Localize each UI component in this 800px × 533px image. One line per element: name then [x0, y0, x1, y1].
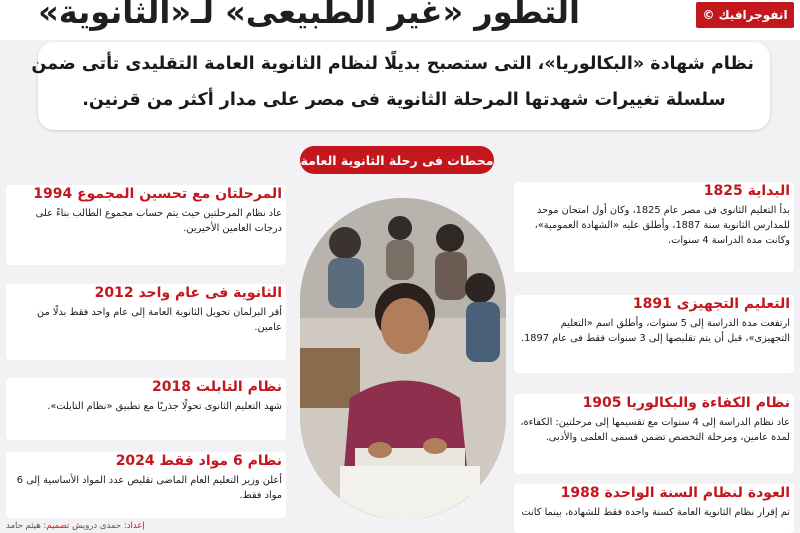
credit-name-design: هيثم حامد	[6, 521, 41, 531]
credit-label-prepared: إعداد:	[123, 521, 145, 531]
timeline-item-body: عاد نظام المرحلتين حيث يتم حساب مجموع الطالب بناءً على درجات العامين الأخيرين.	[35, 208, 282, 234]
intro-line-2: سلسلة تغييرات شهدتها المرحلة الثانوية فى مصر على مدار أكثر من قرنين.	[82, 90, 726, 110]
timeline-item-title: المرحلتان مع تحسين المجموع 1994	[33, 186, 282, 202]
students-photo-illustration	[300, 198, 506, 520]
credit-label-design: تصميم:	[43, 521, 70, 531]
timeline-item-body: بدأ التعليم الثانوى فى مصر عام 1825، وكان أول امتحان موحد للمدارس الثانوية سنة 1887، وأطلق عليه «الشهادة العمومية»، وكانت مدة الدراسة 4 سنوات.	[534, 205, 790, 246]
students-photo	[300, 198, 506, 520]
timeline-item-title: العودة لنظام السنة الواحدة 1988	[560, 485, 790, 501]
timeline-item-2024	[6, 452, 286, 518]
timeline-item-1825	[514, 182, 794, 272]
timeline-item-2018	[6, 378, 286, 440]
timeline-item-body: أعلن وزير التعليم العام الماضى تقليص عدد المواد الأساسية إلى 6 مواد فقط.	[16, 475, 282, 501]
timeline-item-1905	[514, 394, 794, 474]
timeline-item-title: نظام 6 مواد فقط 2024	[115, 453, 282, 469]
page-title: التطور «غير الطبيعى» لـ«الثانوية»	[38, 0, 580, 31]
timeline-item-body: أقر البرلمان تحويل الثانوية العامة إلى عام واحد فقط بدلًا من عامين.	[37, 307, 282, 333]
timeline-item-body: تم إقرار نظام الثانوية العامة كسنة واحدة فقط للشهادة، بينما كانت	[521, 507, 790, 518]
timeline-item-title: التعليم التجهيزى 1891	[632, 296, 790, 312]
intro-box	[31, 42, 770, 130]
timeline-item-1891	[514, 295, 794, 373]
timeline-item-1988	[514, 484, 794, 533]
brand-badge: انفوجرافيك ©	[696, 2, 794, 28]
credits	[6, 521, 145, 531]
credit-name-prepared: حمدى درويش	[72, 521, 122, 531]
timeline-item-body: شهد التعليم الثانوى تحولًا جذريًا مع تطبيق «نظام التابلت».	[47, 401, 282, 412]
timeline-item-1994	[6, 185, 286, 265]
timeline-item-body: ارتفعت مدة الدراسة إلى 5 سنوات، وأطلق اسم «التعليم التجهيزى»، قبل أن يتم تقليصها إلى 3 سنوات فقط فى عام 1897.	[520, 318, 790, 344]
intro-line-1: نظام شهادة «البكالوريا»، التى ستصبح بديلًا لنظام الثانوية العامة التقليدى تأتى ضمن	[31, 54, 754, 74]
timeline-item-body: عاد نظام الدراسة إلى 4 سنوات مع تقسيمها إلى مرحلتين: الكفاءة، لمدة عامين، ومرحلة التخصص تضمن قسمى العلمى والأدبى.	[520, 417, 790, 443]
timeline-item-title: نظام التابلت 2018	[152, 379, 282, 395]
header-bar	[0, 0, 800, 40]
timeline-item-2012	[6, 284, 286, 360]
timeline-item-title: البداية 1825	[703, 183, 790, 199]
timeline-item-title: الثانوية فى عام واحد 2012	[94, 285, 282, 301]
timeline-item-title: نظام الكفاءة والبكالوريا 1905	[582, 395, 790, 411]
section-label: محطات فى رحلة الثانوية العامة	[300, 146, 494, 174]
